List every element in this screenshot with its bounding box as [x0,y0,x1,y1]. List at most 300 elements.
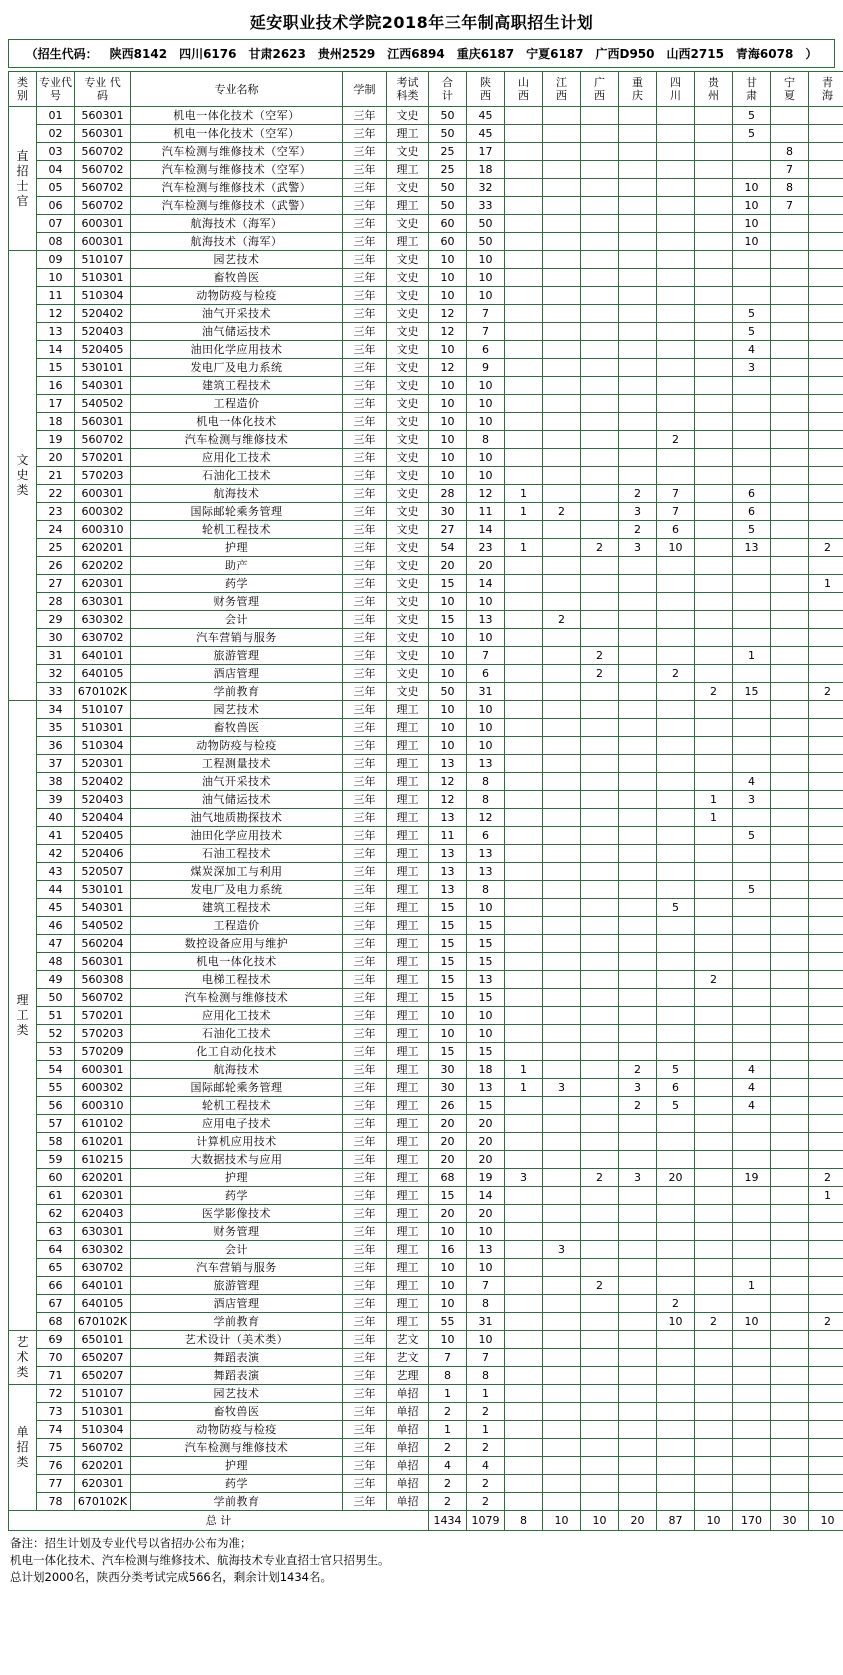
code-item: 陕西8142 [109,47,168,61]
province-cell-gansu [733,449,771,467]
province-cell-ningxia [771,1385,809,1403]
province-cell-qinghai [809,863,843,881]
table-row [9,1259,843,1277]
province-cell-guangxi [581,359,619,377]
province-cell-chongqing [619,629,657,647]
total-cell: 50 [429,197,467,215]
province-cell-shanxi [505,1421,543,1439]
province-cell-ningxia [771,1097,809,1115]
major-name-cell: 助产 [131,557,343,575]
province-cell-chongqing [619,1475,657,1493]
province-cell-guizhou [695,1169,733,1187]
province-cell-sichuan: 5 [657,1097,695,1115]
total-cell: 12 [429,305,467,323]
province-cell-gansu [733,1349,771,1367]
province-cell-sichuan: 6 [657,1079,695,1097]
province-cell-sichuan [657,233,695,251]
province-cell-ningxia: 8 [771,179,809,197]
province-cell-qinghai [809,467,843,485]
province-cell-jiangxi [543,161,581,179]
major-name-cell: 舞蹈表演 [131,1367,343,1385]
province-cell-qinghai [809,971,843,989]
province-cell-shanxi [505,1097,543,1115]
province-cell-guangxi [581,521,619,539]
province-cell-chongqing [619,899,657,917]
province-cell-shaanxi: 20 [467,1205,505,1223]
province-cell-guizhou: 2 [695,1313,733,1331]
province-cell-jiangxi [543,1313,581,1331]
province-cell-shanxi [505,1349,543,1367]
province-cell-chongqing [619,215,657,233]
length-cell: 三年 [343,557,387,575]
province-cell-shaanxi: 12 [467,485,505,503]
province-cell-jiangxi [543,377,581,395]
province-cell-ningxia [771,107,809,125]
total-cell: 20 [429,1115,467,1133]
province-cell-guizhou [695,989,733,1007]
province-cell-shanxi [505,1277,543,1295]
exam-type-cell: 文史 [387,215,429,233]
province-cell-shaanxi: 17 [467,143,505,161]
major-no-cell: 68 [37,1313,75,1331]
length-cell: 三年 [343,701,387,719]
major-name-cell: 药学 [131,1475,343,1493]
province-cell-shanxi [505,395,543,413]
header-province-shanxi: 山 西 [505,72,543,107]
major-no-cell: 48 [37,953,75,971]
province-cell-guizhou [695,287,733,305]
table-row [9,215,843,233]
length-cell: 三年 [343,917,387,935]
province-cell-ningxia: 7 [771,197,809,215]
header-length: 学制 [343,72,387,107]
exam-type-cell: 理工 [387,197,429,215]
exam-type-cell: 单招 [387,1457,429,1475]
province-cell-gansu: 4 [733,1079,771,1097]
total-cell: 15 [429,935,467,953]
province-cell-shanxi [505,377,543,395]
province-cell-shaanxi: 50 [467,233,505,251]
exam-type-cell: 文史 [387,179,429,197]
province-cell-shanxi [505,269,543,287]
province-cell-shanxi [505,1457,543,1475]
major-code-cell: 560702 [75,989,131,1007]
province-cell-guizhou [695,1241,733,1259]
province-cell-chongqing [619,827,657,845]
province-cell-qinghai [809,665,843,683]
length-cell: 三年 [343,503,387,521]
province-cell-gansu: 5 [733,323,771,341]
category-cell: 理 工 类 [9,701,37,1331]
province-cell-jiangxi [543,1223,581,1241]
major-no-cell: 02 [37,125,75,143]
province-cell-ningxia [771,503,809,521]
total-cell: 10 [429,395,467,413]
province-cell-guizhou [695,197,733,215]
province-cell-gansu [733,1223,771,1241]
major-code-cell: 650207 [75,1367,131,1385]
province-cell-guangxi [581,395,619,413]
exam-type-cell: 理工 [387,1295,429,1313]
province-cell-guangxi [581,377,619,395]
major-code-cell: 630702 [75,1259,131,1277]
major-name-cell: 油气开采技术 [131,773,343,791]
province-cell-sichuan [657,1439,695,1457]
province-cell-jiangxi [543,341,581,359]
province-cell-guangxi [581,1079,619,1097]
code-item: 宁夏6187 [526,47,584,61]
major-name-cell: 航海技术（海军） [131,215,343,233]
province-cell-gansu [733,1025,771,1043]
major-name-cell: 机电一体化技术（空军） [131,107,343,125]
province-cell-shanxi [505,989,543,1007]
province-cell-chongqing [619,467,657,485]
province-cell-guizhou [695,899,733,917]
major-no-cell: 11 [37,287,75,305]
province-cell-qinghai [809,809,843,827]
province-cell-jiangxi [543,1025,581,1043]
major-name-cell: 汽车营销与服务 [131,1259,343,1277]
exam-type-cell: 理工 [387,1079,429,1097]
total-cell: 54 [429,539,467,557]
table-row [9,557,843,575]
major-code-cell: 600301 [75,485,131,503]
province-cell-jiangxi [543,1475,581,1493]
province-cell-guangxi [581,1097,619,1115]
table-row [9,1007,843,1025]
major-code-cell: 620201 [75,539,131,557]
province-cell-sichuan [657,1151,695,1169]
table-row [9,791,843,809]
total-province-ningxia: 30 [771,1511,809,1531]
major-no-cell: 42 [37,845,75,863]
province-cell-gansu [733,575,771,593]
province-cell-shaanxi: 31 [467,1313,505,1331]
total-cell: 15 [429,953,467,971]
province-cell-jiangxi: 2 [543,611,581,629]
province-cell-sichuan [657,1457,695,1475]
total-cell: 20 [429,1205,467,1223]
province-cell-ningxia [771,1007,809,1025]
exam-type-cell: 理工 [387,1043,429,1061]
province-cell-chongqing: 3 [619,1169,657,1187]
province-cell-shanxi [505,971,543,989]
province-cell-guangxi [581,1349,619,1367]
province-cell-guangxi [581,845,619,863]
province-cell-gansu: 10 [733,215,771,233]
total-cell: 10 [429,269,467,287]
province-cell-qinghai [809,629,843,647]
header-province-sichuan: 四 川 [657,72,695,107]
province-cell-sichuan: 6 [657,521,695,539]
length-cell: 三年 [343,359,387,377]
province-cell-gansu [733,1187,771,1205]
total-cell: 10 [429,665,467,683]
table-row [9,485,843,503]
province-cell-chongqing [619,1151,657,1169]
total-cell: 10 [429,701,467,719]
province-cell-guangxi [581,1439,619,1457]
province-cell-guangxi [581,1295,619,1313]
province-cell-sichuan [657,395,695,413]
total-cell: 15 [429,1043,467,1061]
province-cell-sichuan [657,557,695,575]
exam-type-cell: 文史 [387,305,429,323]
code-item: 江西6894 [387,47,445,61]
province-cell-chongqing [619,683,657,701]
province-cell-shanxi [505,647,543,665]
province-cell-shaanxi: 10 [467,467,505,485]
province-cell-chongqing: 3 [619,539,657,557]
province-cell-qinghai [809,1115,843,1133]
major-code-cell: 510107 [75,701,131,719]
province-cell-sichuan: 10 [657,539,695,557]
province-cell-guangxi [581,593,619,611]
province-cell-guizhou [695,935,733,953]
province-cell-ningxia [771,467,809,485]
table-row [9,341,843,359]
table-row [9,863,843,881]
exam-type-cell: 理工 [387,737,429,755]
province-cell-shanxi [505,1223,543,1241]
major-no-cell: 76 [37,1457,75,1475]
code-prefix: （招生代码： [25,47,98,61]
province-cell-guangxi [581,467,619,485]
province-cell-sichuan [657,701,695,719]
province-cell-sichuan [657,377,695,395]
province-cell-chongqing [619,1331,657,1349]
province-cell-qinghai [809,953,843,971]
major-no-cell: 27 [37,575,75,593]
province-cell-guangxi [581,1241,619,1259]
table-row [9,1331,843,1349]
total-cell: 50 [429,683,467,701]
major-no-cell: 04 [37,161,75,179]
province-cell-ningxia [771,215,809,233]
table-row [9,125,843,143]
province-cell-shaanxi: 15 [467,935,505,953]
province-cell-guizhou [695,1133,733,1151]
major-name-cell: 汽车检测与维修技术（武警） [131,179,343,197]
major-code-cell: 630702 [75,629,131,647]
province-cell-chongqing [619,395,657,413]
province-cell-chongqing [619,359,657,377]
major-no-cell: 55 [37,1079,75,1097]
major-name-cell: 煤炭深加工与利用 [131,863,343,881]
length-cell: 三年 [343,647,387,665]
length-cell: 三年 [343,1277,387,1295]
province-cell-chongqing [619,809,657,827]
major-name-cell: 油田化学应用技术 [131,827,343,845]
province-cell-shanxi [505,521,543,539]
province-cell-qinghai [809,1295,843,1313]
province-cell-jiangxi [543,179,581,197]
exam-type-cell: 理工 [387,935,429,953]
province-cell-qinghai [809,1133,843,1151]
province-cell-guangxi: 2 [581,539,619,557]
province-cell-gansu: 1 [733,1277,771,1295]
province-cell-shanxi [505,899,543,917]
province-cell-shanxi [505,107,543,125]
province-cell-jiangxi [543,233,581,251]
province-cell-jiangxi [543,125,581,143]
province-cell-qinghai [809,251,843,269]
length-cell: 三年 [343,323,387,341]
province-cell-chongqing [619,917,657,935]
province-cell-jiangxi [543,1259,581,1277]
major-no-cell: 67 [37,1295,75,1313]
length-cell: 三年 [343,1007,387,1025]
province-cell-gansu [733,989,771,1007]
major-no-cell: 70 [37,1349,75,1367]
province-cell-ningxia: 8 [771,143,809,161]
province-cell-shanxi [505,881,543,899]
major-no-cell: 21 [37,467,75,485]
province-cell-qinghai [809,593,843,611]
province-cell-chongqing [619,143,657,161]
province-cell-guizhou [695,701,733,719]
major-no-cell: 16 [37,377,75,395]
province-cell-shanxi [505,1313,543,1331]
header-major-no: 专业代 号 [37,72,75,107]
province-cell-guangxi [581,611,619,629]
province-cell-qinghai [809,1025,843,1043]
province-cell-qinghai [809,197,843,215]
province-cell-qinghai [809,215,843,233]
major-name-cell: 汽车检测与维修技术 [131,1439,343,1457]
province-cell-shanxi: 1 [505,503,543,521]
length-cell: 三年 [343,1403,387,1421]
province-cell-shaanxi: 14 [467,575,505,593]
province-cell-guangxi [581,1457,619,1475]
province-cell-guangxi [581,125,619,143]
province-cell-guangxi [581,791,619,809]
table-row [9,1205,843,1223]
major-no-cell: 01 [37,107,75,125]
major-name-cell: 大数据技术与应用 [131,1151,343,1169]
province-cell-ningxia [771,881,809,899]
province-cell-shanxi [505,557,543,575]
exam-type-cell: 艺文 [387,1349,429,1367]
province-cell-gansu [733,1457,771,1475]
province-cell-sichuan: 2 [657,665,695,683]
table-row [9,395,843,413]
table-row [9,1457,843,1475]
total-cell: 13 [429,809,467,827]
province-cell-shanxi [505,953,543,971]
major-code-cell: 600301 [75,215,131,233]
major-no-cell: 12 [37,305,75,323]
province-cell-guangxi: 2 [581,1277,619,1295]
province-cell-qinghai: 1 [809,575,843,593]
province-cell-qinghai [809,917,843,935]
major-code-cell: 630301 [75,1223,131,1241]
province-cell-guangxi [581,1061,619,1079]
province-cell-jiangxi [543,215,581,233]
major-name-cell: 石油化工技术 [131,467,343,485]
table-row [9,1025,843,1043]
province-cell-gansu [733,1385,771,1403]
length-cell: 三年 [343,899,387,917]
major-code-cell: 630302 [75,1241,131,1259]
exam-type-cell: 文史 [387,503,429,521]
province-cell-guangxi [581,809,619,827]
major-code-cell: 630301 [75,593,131,611]
province-cell-gansu: 3 [733,359,771,377]
province-cell-guizhou [695,755,733,773]
province-cell-ningxia [771,1403,809,1421]
province-cell-guizhou [695,341,733,359]
province-cell-shaanxi: 20 [467,557,505,575]
province-cell-shaanxi: 8 [467,1367,505,1385]
footnote-line: 总计划2000名，陕西分类考试完成566名，剩余计划1434名。 [10,1570,332,1584]
total-cell: 55 [429,1313,467,1331]
province-cell-jiangxi [543,251,581,269]
total-province-guangxi: 10 [581,1511,619,1531]
province-cell-sichuan [657,1241,695,1259]
province-cell-chongqing [619,431,657,449]
major-no-cell: 59 [37,1151,75,1169]
total-cell: 2 [429,1475,467,1493]
major-name-cell: 学前教育 [131,1493,343,1511]
province-cell-sichuan [657,341,695,359]
province-cell-jiangxi [543,1457,581,1475]
major-name-cell: 计算机应用技术 [131,1133,343,1151]
province-cell-shaanxi: 10 [467,413,505,431]
major-code-cell: 510301 [75,1403,131,1421]
province-cell-gansu [733,1043,771,1061]
province-cell-sichuan [657,125,695,143]
total-cell: 15 [429,917,467,935]
province-cell-ningxia [771,125,809,143]
province-cell-sichuan: 20 [657,1169,695,1187]
province-cell-qinghai [809,1097,843,1115]
province-cell-qinghai [809,647,843,665]
province-cell-ningxia [771,809,809,827]
province-cell-sichuan [657,1043,695,1061]
major-code-cell: 640101 [75,1277,131,1295]
province-cell-gansu [733,611,771,629]
province-cell-shaanxi: 2 [467,1493,505,1511]
table-row [9,251,843,269]
province-cell-shanxi: 1 [505,1079,543,1097]
province-cell-jiangxi [543,521,581,539]
major-name-cell: 油气储运技术 [131,791,343,809]
province-cell-guangxi [581,341,619,359]
province-cell-sichuan [657,575,695,593]
province-cell-jiangxi [543,287,581,305]
province-cell-jiangxi [543,1133,581,1151]
province-cell-guangxi [581,1115,619,1133]
province-cell-shaanxi: 11 [467,503,505,521]
total-cell: 12 [429,791,467,809]
province-cell-guangxi [581,1025,619,1043]
length-cell: 三年 [343,953,387,971]
province-cell-gansu [733,1493,771,1511]
province-cell-jiangxi [543,107,581,125]
province-cell-chongqing [619,287,657,305]
province-cell-jiangxi [543,269,581,287]
province-cell-gansu [733,737,771,755]
total-cell: 10 [429,413,467,431]
major-no-cell: 62 [37,1205,75,1223]
province-cell-guizhou [695,1277,733,1295]
total-cell: 10 [429,1259,467,1277]
province-cell-gansu [733,467,771,485]
major-code-cell: 670102K [75,1493,131,1511]
length-cell: 三年 [343,1457,387,1475]
province-cell-jiangxi [543,413,581,431]
